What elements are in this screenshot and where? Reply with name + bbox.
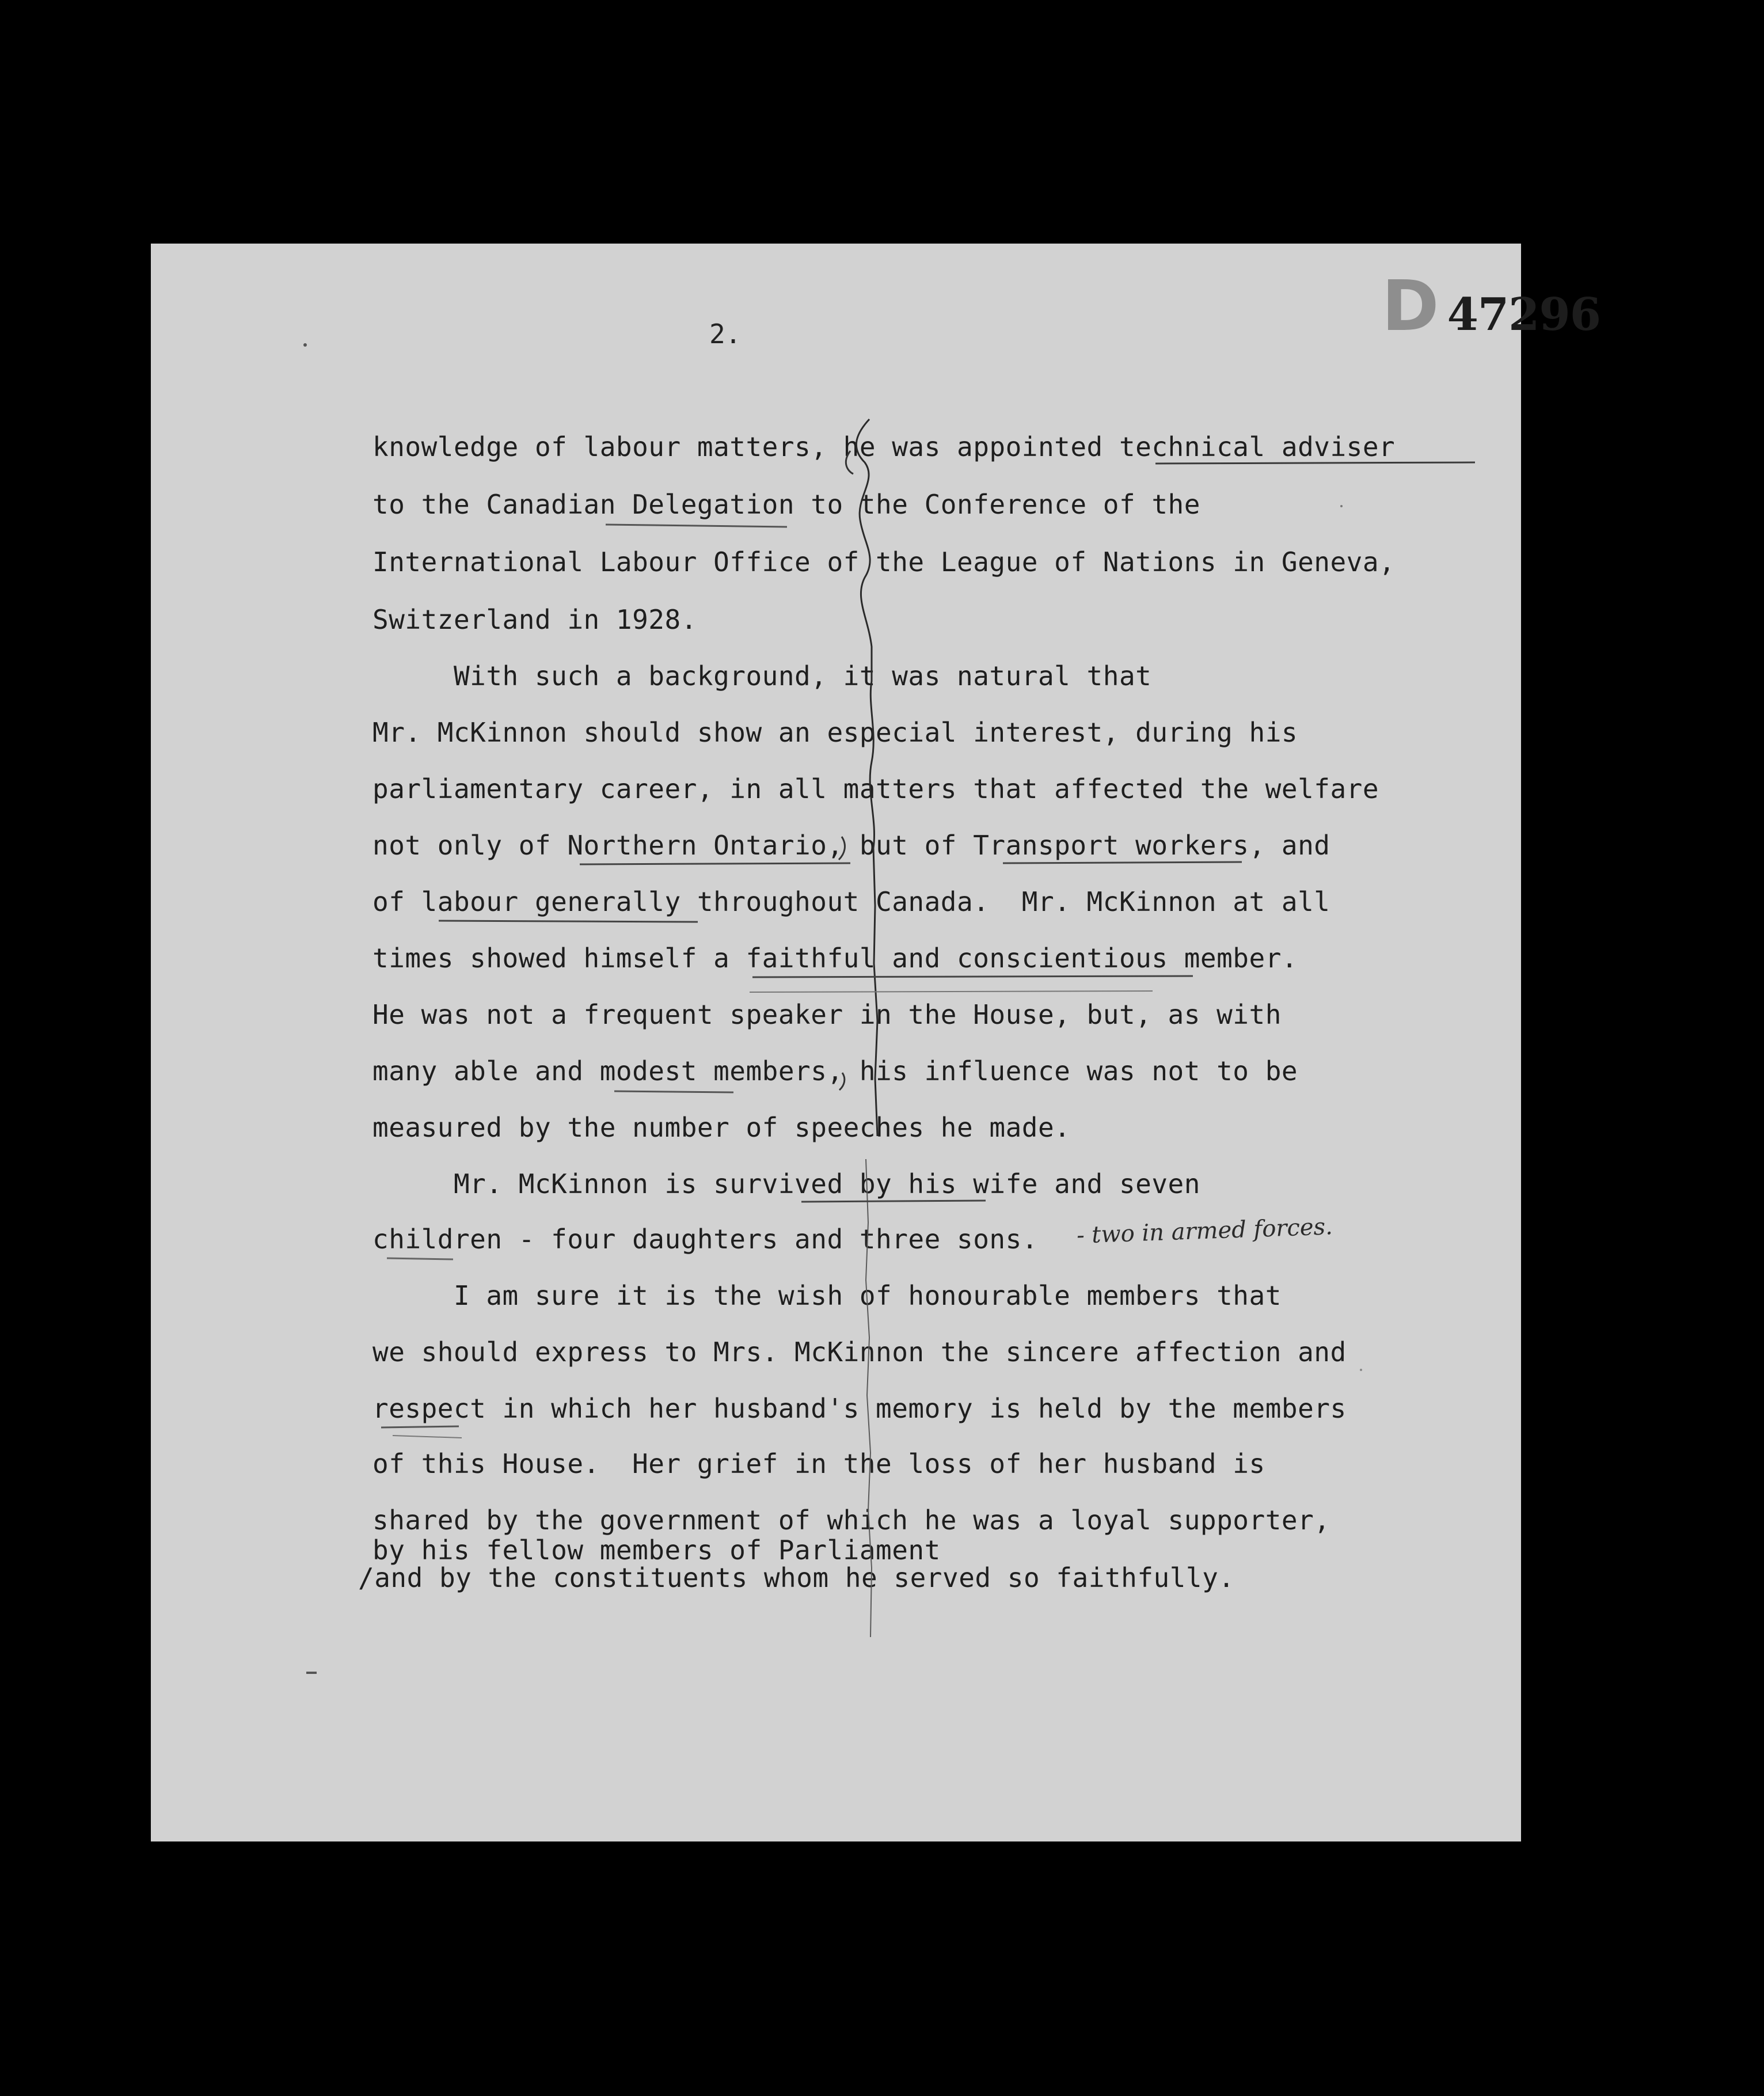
- margin-brace-mark: [856, 419, 877, 1136]
- insertion-mark: [839, 1073, 845, 1090]
- pencil-annotations: [151, 244, 1521, 1841]
- text-line: by his fellow members of Parliament: [372, 1535, 941, 1566]
- text-line: knowledge of labour matters, he was appointed technical adviser: [372, 431, 1396, 462]
- underline-respect-2: [393, 1436, 462, 1438]
- stray-dot: [1340, 505, 1343, 507]
- underline-survived: [801, 1201, 986, 1202]
- text-line: children - four daughters and three sons.: [372, 1224, 1038, 1255]
- insertion-mark: [839, 837, 845, 860]
- text-line: not only of Northern Ontario, but of Transport workers, and: [372, 830, 1330, 861]
- text-line: He was not a frequent speaker in the House, but, as with: [372, 999, 1282, 1030]
- text-line: With such a background, it was natural that: [372, 660, 1152, 692]
- text-line: to the Canadian Delegation to the Conference of the: [372, 489, 1200, 520]
- text-line: times showed himself a faithful and conscientious member.: [372, 943, 1298, 974]
- underline-northern-ontario: [580, 863, 850, 864]
- text-line: /and by the constituents whom he served so faithfully.: [358, 1562, 1235, 1593]
- handwritten-note: - two in armed forces.: [1076, 1213, 1333, 1249]
- underline-delegation: [606, 525, 787, 527]
- text-line: Mr. McKinnon is survived by his wife and seven: [372, 1168, 1200, 1199]
- underline-transport-workers: [1003, 862, 1242, 863]
- text-line: of labour generally throughout Canada. Mr. McKinnon at all: [372, 886, 1330, 917]
- text-line: of this House. Her grief in the loss of her husband is: [372, 1448, 1265, 1479]
- text-line: respect in which her husband's memory is held by the members: [372, 1393, 1347, 1424]
- text-line: parliamentary career, in all matters that affected the welfare: [372, 773, 1379, 804]
- text-line: International Labour Office of the League of Nations in Geneva,: [372, 546, 1396, 578]
- text-line: many able and modest members, his influence was not to be: [372, 1055, 1298, 1087]
- stray-dot: [1360, 1369, 1362, 1371]
- underline-modest-members: [614, 1091, 733, 1092]
- text-line: I am sure it is the wish of honourable members that: [372, 1280, 1282, 1311]
- insertion-mark: [846, 451, 853, 474]
- page-number: 2.: [709, 318, 742, 350]
- underline-respect: [381, 1426, 459, 1427]
- text-line: measured by the number of speeches he made.: [372, 1112, 1071, 1143]
- stamp-letter: D: [1382, 267, 1437, 347]
- underline-faithful-member: [752, 976, 1193, 977]
- underline-labour-generally: [439, 921, 698, 922]
- underline-faithful-member-2: [750, 991, 1153, 992]
- stray-dot: [303, 343, 307, 347]
- underline-technical-adviser: [1155, 462, 1475, 464]
- document-page: [151, 244, 1600, 1841]
- text-line: we should express to Mrs. McKinnon the sincere affection and: [372, 1336, 1347, 1368]
- text-line: Mr. McKinnon should show an especial interest, during his: [372, 717, 1298, 748]
- text-line: Switzerland in 1928.: [372, 604, 697, 635]
- stray-mark: [306, 1672, 317, 1674]
- underline-children: [387, 1258, 453, 1259]
- text-line: shared by the government of which he was a loyal supporter,: [372, 1505, 1330, 1536]
- stamp-number: 47296: [1447, 288, 1600, 341]
- margin-vertical-line: [866, 1159, 872, 1637]
